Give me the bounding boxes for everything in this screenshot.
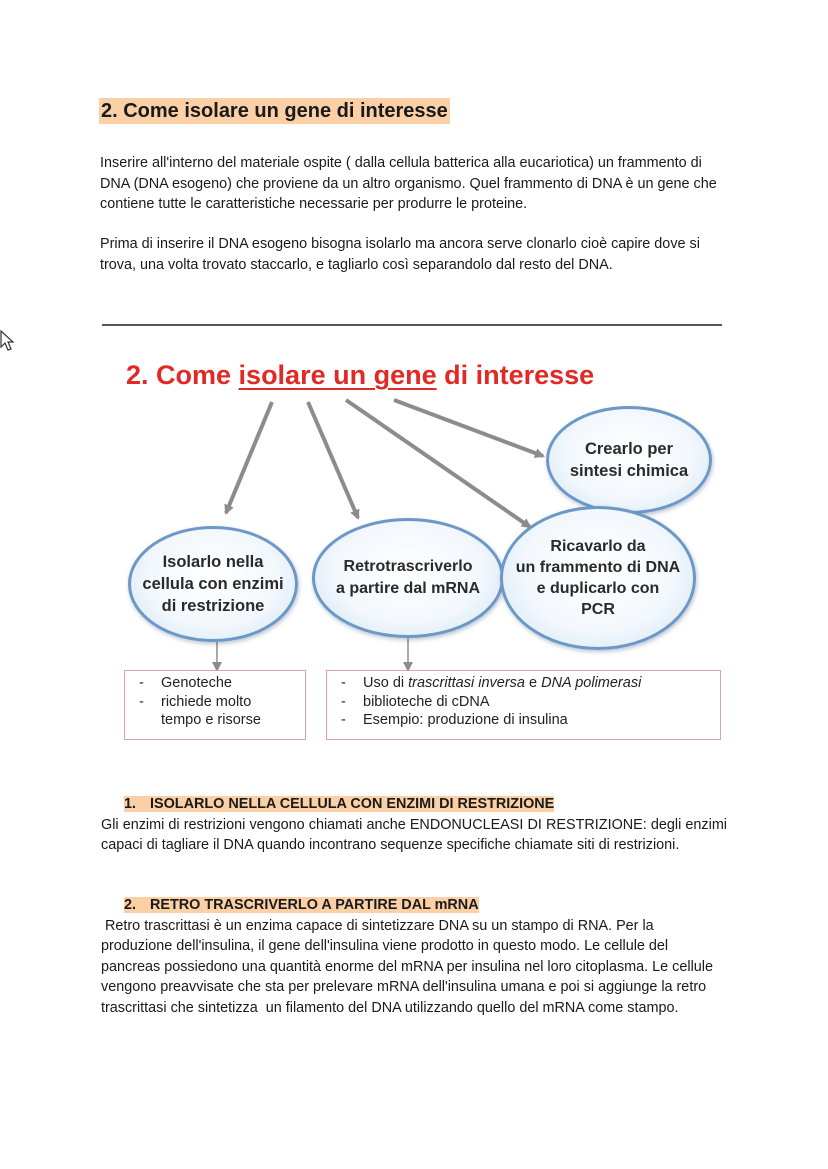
section-2-heading [124,896,479,914]
box-right-item-1-em2: DNA polimerasi [541,675,642,691]
diagram-title-suffix: di interesse [436,360,595,390]
section-2-highlight [124,897,479,913]
section-2-number: 2. [124,897,137,913]
mouse-cursor-icon [0,330,16,352]
box-right-item-1-prefix: Uso di [363,675,409,691]
section-1-text: Gli enzimi di restrizioni vengono chiamati anche ENDONUCLEASI DI RESTRIZIONE: degli enzimi capaci di tagliare il DNA quando incontrano sequenze specifiche chiamate siti di restrizioni. [101,817,727,854]
box-right-item-2: - biblioteche di cDNA [339,693,720,712]
section-1-title: ISOLARLO NELLA CELLULA CON ENZIMI DI RESTRIZIONE [150,796,555,812]
intro-paragraph-1: Inserire all'interno del materiale ospite ( dalla cellula batterica alla eucariotica) un frammento di DNA (DNA esogeno) che proviene da un altro organismo. Quel frammento di DNA è un gene che contiene tutte le caratteristiche necessarie per produrre le proteine. [100,155,717,212]
bubble-enzimi-restrizione: Isolarlo nella cellula con enzimi di restrizione [128,526,298,642]
diagram-title-prefix: 2. Come [126,360,239,390]
horizontal-divider [102,324,722,326]
diagram-title [126,358,594,392]
section-2-text: Retro trascrittasi è un enzima capace di sintetizzare DNA su un stampo di RNA. Per la produzione dell'insulina, il gene dell'insulina viene prodotto in questo modo. Le cellule del pancreas possiedono una quantità enorme del mRNA per insulina nel loro citoplasma. Le cellule vengono preavvisate che sta per prelevare mRNA dell'insulina umana e poi si aggiunge la retro trascrittasi che sintetizza un filamento del DNA utilizzando quello del mRNA come stampo. [101,918,717,1016]
intro-paragraph-2: Prima di inserire il DNA esogeno bisogna isolarlo ma ancora serve clonarlo cioè capire dove si trova, una volta trovato staccarlo, e tagliarlo così separandolo dal resto del DNA. [100,236,700,273]
box-right-item-1-mid: e [524,675,542,691]
bubble-retrotrascrizione: Retrotrascriverlo a partire dal mRNA [312,518,504,638]
arrow-to-isolarlo [226,402,272,513]
box-left-item-1: - Genoteche [137,674,305,693]
box-right-item-1-em1: trascrittasi inversa [408,675,525,691]
box-left-item-2: - richiede molto tempo e risorse [137,693,305,730]
page-title: 2. Come isolare un gene di interesse [101,100,448,122]
diagram-title-underlined: isolare un gene [238,360,437,390]
section-1-highlight [124,796,554,812]
box-cdna [326,670,721,740]
section-2-title: RETRO TRASCRIVERLO A PARTIRE DAL mRNA [150,897,479,913]
section-1-number: 1. [124,796,137,812]
arrow-to-retrotrascriverlo [308,402,358,518]
arrow-to-ricavarlo [346,400,530,527]
bubble-pcr: Ricavarlo da un frammento di DNA e duplicarlo con PCR [500,506,696,650]
concept-diagram [0,330,828,750]
section-1-heading [124,795,554,813]
box-right-item-1 [339,674,720,693]
box-right-item-3: - Esempio: produzione di insulina [339,711,720,730]
bubble-sintesi-chimica: Crearlo per sintesi chimica [546,406,712,514]
box-genoteche [124,670,306,740]
